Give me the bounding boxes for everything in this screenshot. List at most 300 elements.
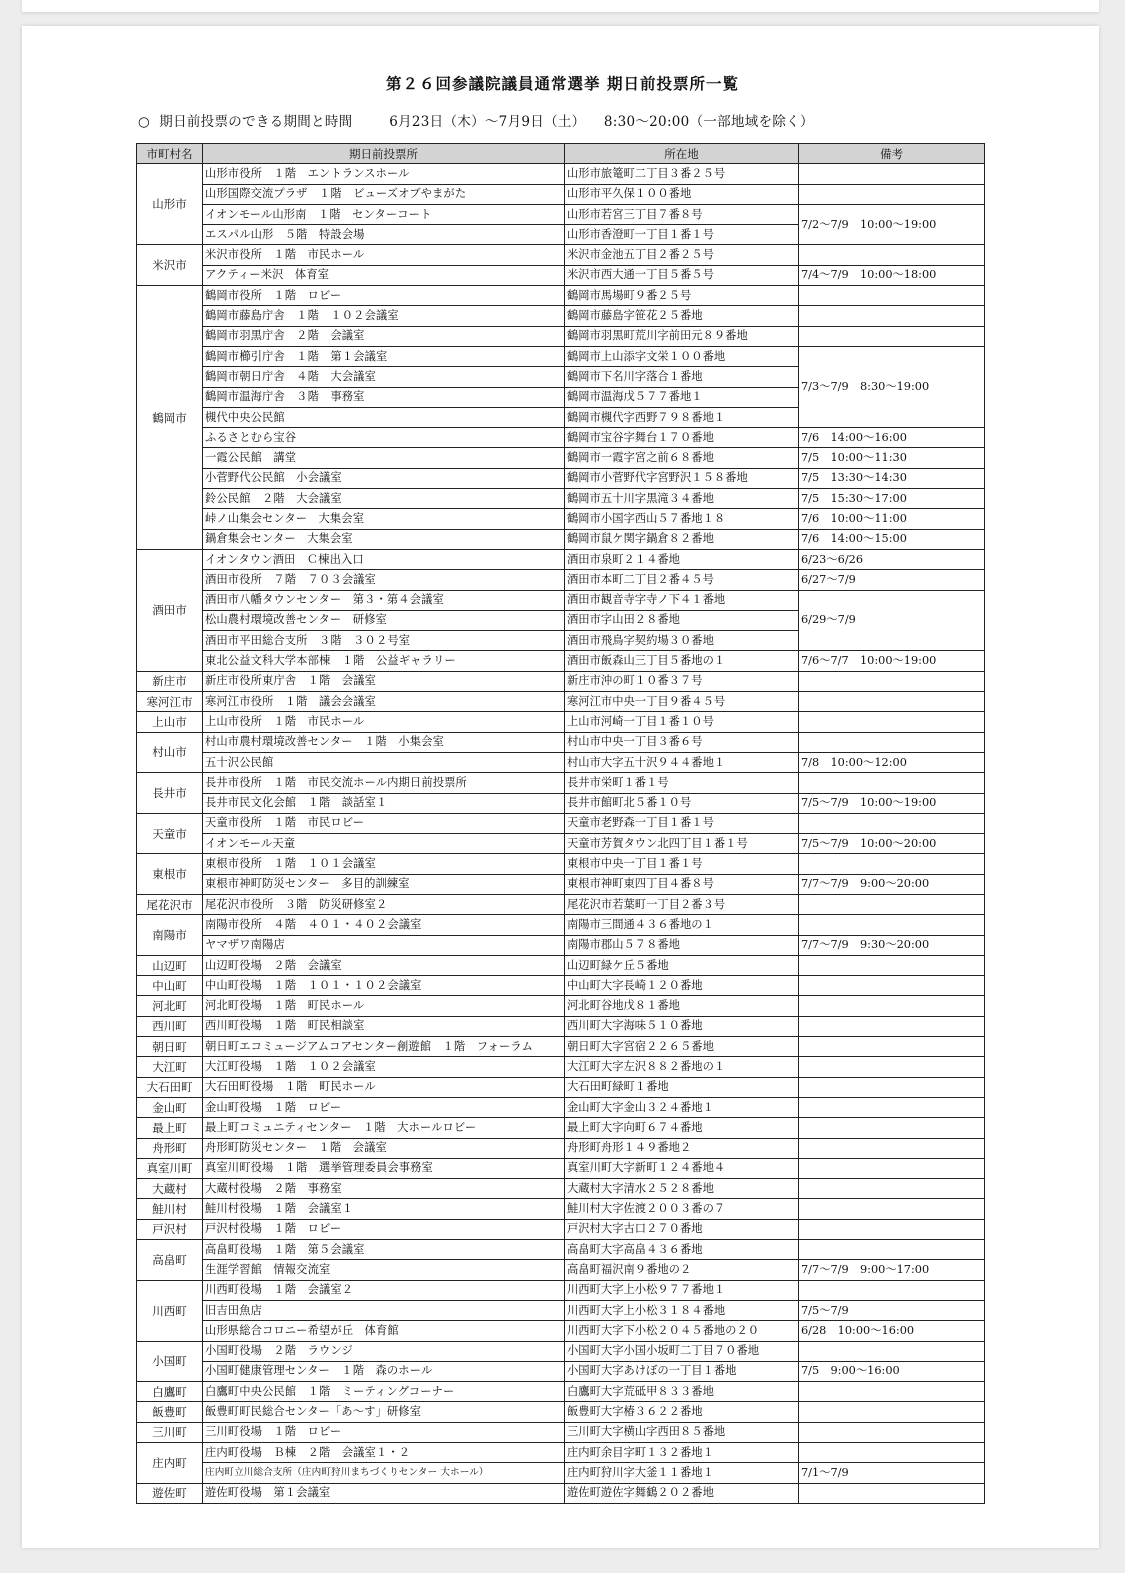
- address-cell: 遊佐町遊佐字舞鶴２０２番地: [565, 1483, 799, 1503]
- municipality-cell: 尾花沢市: [137, 894, 203, 914]
- address-cell: 米沢市金池五丁目２番２５号: [565, 245, 799, 265]
- municipality-cell: 河北町: [137, 996, 203, 1016]
- table-row: [137, 1300, 985, 1320]
- polling-station-cell: 朝日町エコミュージアムコアセンター創遊館 １階 フォーラム: [203, 1037, 565, 1057]
- address-cell: 河北町谷地戊８１番地: [565, 996, 799, 1016]
- remarks-cell: 7/5 13:30～14:30: [799, 468, 985, 488]
- remarks-cell: 7/6～7/7 10:00～19:00: [799, 651, 985, 671]
- table-row: [137, 1057, 985, 1077]
- address-cell: 鶴岡市馬場町９番２５号: [565, 286, 799, 306]
- polling-station-cell: 五十沢公民館: [203, 752, 565, 772]
- remarks-cell: 7/6 14:00～15:00: [799, 529, 985, 549]
- polling-station-cell: 村山市農村環境改善センター １階 小集会室: [203, 732, 565, 752]
- table-row: [137, 549, 985, 569]
- municipality-cell: 大石田町: [137, 1077, 203, 1097]
- table-header-row: [137, 144, 985, 164]
- column-header-polling-station: 期日前投票所: [203, 144, 565, 164]
- address-cell: 鶴岡市一霞字宮之前６８番地: [565, 448, 799, 468]
- municipality-cell: 大江町: [137, 1057, 203, 1077]
- municipality-cell: 西川町: [137, 1016, 203, 1036]
- address-cell: 山辺町緑ケ丘５番地: [565, 955, 799, 975]
- municipality-cell: 山形市: [137, 164, 203, 245]
- address-cell: 高畠町大字高畠４３６番地: [565, 1240, 799, 1260]
- polling-station-cell: 真室川町役場 １階 選挙管理委員会事務室: [203, 1158, 565, 1178]
- polling-station-cell: 東根市神町防災センター 多目的訓練室: [203, 874, 565, 894]
- column-header-address: 所在地: [565, 144, 799, 164]
- table-row: [137, 529, 985, 549]
- address-cell: 寒河江市中央一丁目９番４５号: [565, 692, 799, 712]
- table-row: [137, 1179, 985, 1199]
- polling-station-cell: イオンモール天童: [203, 834, 565, 854]
- address-cell: 長井市館町北５番１０号: [565, 793, 799, 813]
- address-cell: 川西町大字上小松９７７番地１: [565, 1280, 799, 1300]
- polling-station-cell: 生涯学習館 情報交流室: [203, 1260, 565, 1280]
- remarks-cell: 6/27～7/9: [799, 570, 985, 590]
- address-cell: 大石田町緑町１番地: [565, 1077, 799, 1097]
- table-row: [137, 1199, 985, 1219]
- municipality-cell: 米沢市: [137, 245, 203, 286]
- address-cell: 米沢市西大通一丁目５番５号: [565, 265, 799, 285]
- table-row: [137, 1321, 985, 1341]
- table-row: [137, 996, 985, 1016]
- remarks-cell: 7/5～7/9: [799, 1300, 985, 1320]
- polling-station-cell: 鍋倉集会センター 大集会室: [203, 529, 565, 549]
- polling-station-cell: 山形国際交流プラザ １階 ビューズオブやまがた: [203, 184, 565, 204]
- address-cell: 長井市栄町１番１号: [565, 773, 799, 793]
- remarks-cell: [799, 955, 985, 975]
- polling-station-cell: 遊佐町役場 第１会議室: [203, 1483, 565, 1503]
- address-cell: 山形市香澄町一丁目１番１号: [565, 225, 799, 245]
- table-row: [137, 1037, 985, 1057]
- municipality-cell: 鮭川村: [137, 1199, 203, 1219]
- address-cell: 南陽市三間通４３６番地の１: [565, 915, 799, 935]
- remarks-cell: 6/29～7/9: [799, 590, 985, 651]
- remarks-cell: 7/6 14:00～16:00: [799, 428, 985, 448]
- municipality-cell: 大蔵村: [137, 1179, 203, 1199]
- polling-station-cell: 松山農村環境改善センター 研修室: [203, 610, 565, 630]
- table-row: [137, 570, 985, 590]
- remarks-cell: [799, 732, 985, 752]
- municipality-cell: 東根市: [137, 854, 203, 895]
- address-cell: 東根市神町東四丁目４番８号: [565, 874, 799, 894]
- address-cell: 鶴岡市小菅野代字宮野沢１５８番地: [565, 468, 799, 488]
- address-cell: 小国町大字小国小坂町二丁目７０番地: [565, 1341, 799, 1361]
- table-row: [137, 489, 985, 509]
- table-row: [137, 651, 985, 671]
- table-row: [137, 468, 985, 488]
- table-row: [137, 1158, 985, 1178]
- polling-station-cell: 南陽市役所 ４階 ４０１・４０２会議室: [203, 915, 565, 935]
- municipality-cell: 南陽市: [137, 915, 203, 956]
- remarks-cell: [799, 1280, 985, 1300]
- polling-station-cell: 鶴岡市役所 １階 ロビー: [203, 286, 565, 306]
- remarks-cell: [799, 1483, 985, 1503]
- remarks-cell: [799, 1341, 985, 1361]
- polling-station-cell: 小国町役場 ２階 ラウンジ: [203, 1341, 565, 1361]
- address-cell: 酒田市泉町２１４番地: [565, 549, 799, 569]
- address-cell: 酒田市観音寺字寺ノ下４１番地: [565, 590, 799, 610]
- remarks-cell: 7/1～7/9: [799, 1463, 985, 1483]
- address-cell: 鶴岡市宝谷字舞台１７０番地: [565, 428, 799, 448]
- address-cell: 鶴岡市五十川字黒滝３４番地: [565, 489, 799, 509]
- remarks-cell: 7/7～7/9 9:30～20:00: [799, 935, 985, 955]
- polling-station-cell: 峠ノ山集会センター 大集会室: [203, 509, 565, 529]
- address-cell: 庄内町狩川字大釜１１番地１: [565, 1463, 799, 1483]
- polling-station-cell: 大江町役場 １階 １０２会議室: [203, 1057, 565, 1077]
- address-cell: 最上町大字向町６７４番地: [565, 1118, 799, 1138]
- voting-period-line: [138, 110, 814, 130]
- address-cell: 酒田市本町二丁目２番４５号: [565, 570, 799, 590]
- table-row: [137, 1280, 985, 1300]
- table-row: [137, 955, 985, 975]
- table-row: [137, 915, 985, 935]
- polling-station-cell: 米沢市役所 １階 市民ホール: [203, 245, 565, 265]
- remarks-cell: [799, 996, 985, 1016]
- address-cell: 天童市芳賀タウン北四丁目１番１号: [565, 834, 799, 854]
- table-row: [137, 164, 985, 184]
- remarks-cell: [799, 1097, 985, 1117]
- polling-station-cell: イオンモール山形南 １階 センターコート: [203, 204, 565, 224]
- address-cell: 戸沢村大字古口２７０番地: [565, 1219, 799, 1239]
- table-row: [137, 509, 985, 529]
- period-dates: 6月23日（木）～7月9日（土）: [389, 114, 586, 130]
- municipality-cell: 遊佐町: [137, 1483, 203, 1503]
- table-row: [137, 204, 985, 224]
- address-cell: 大蔵村大字清水２５２８番地: [565, 1179, 799, 1199]
- polling-station-cell: 上山市役所 １階 市民ホール: [203, 712, 565, 732]
- polling-station-cell: 旧吉田魚店: [203, 1300, 565, 1320]
- remarks-cell: 7/7～7/9 9:00～17:00: [799, 1260, 985, 1280]
- address-cell: 天童市老野森一丁目１番１号: [565, 813, 799, 833]
- remarks-cell: 7/5 15:30～17:00: [799, 489, 985, 509]
- polling-station-cell: 寒河江市役所 １階 議会会議室: [203, 692, 565, 712]
- remarks-cell: [799, 1057, 985, 1077]
- table-row: [137, 854, 985, 874]
- polling-station-cell: 庄内町役場 Ｂ棟 ２階 会議室１・２: [203, 1443, 565, 1463]
- address-cell: 東根市中央一丁目１番１号: [565, 854, 799, 874]
- table-row: [137, 1097, 985, 1117]
- remarks-cell: [799, 306, 985, 326]
- polling-station-cell: 戸沢村役場 １階 ロビー: [203, 1219, 565, 1239]
- remarks-cell: [799, 1179, 985, 1199]
- address-cell: 大江町大字左沢８８２番地の１: [565, 1057, 799, 1077]
- table-row: [137, 712, 985, 732]
- municipality-cell: 飯豊町: [137, 1402, 203, 1422]
- municipality-cell: 寒河江市: [137, 692, 203, 712]
- remarks-cell: [799, 1219, 985, 1239]
- municipality-cell: 長井市: [137, 773, 203, 814]
- table-row: [137, 894, 985, 914]
- polling-station-cell: 尾花沢市役所 ３階 防災研修室２: [203, 894, 565, 914]
- address-cell: 鶴岡市槻代字西野７９８番地１: [565, 407, 799, 427]
- polling-stations-table: [136, 143, 985, 1504]
- remarks-cell: [799, 1077, 985, 1097]
- address-cell: 尾花沢市若葉町一丁目２番３号: [565, 894, 799, 914]
- polling-station-cell: 一霞公民館 講堂: [203, 448, 565, 468]
- remarks-cell: [799, 245, 985, 265]
- remarks-cell: 7/5～7/9 10:00～19:00: [799, 793, 985, 813]
- document-title: 第２６回参議院議員通常選挙 期日前投票所一覧: [386, 75, 739, 93]
- remarks-cell: [799, 1382, 985, 1402]
- municipality-cell: 鶴岡市: [137, 286, 203, 550]
- remarks-cell: 6/23～6/26: [799, 549, 985, 569]
- polling-station-cell: 山形市役所 １階 エントランスホール: [203, 164, 565, 184]
- polling-station-cell: 東北公益文科大学本部棟 １階 公益ギャラリー: [203, 651, 565, 671]
- remarks-cell: [799, 854, 985, 874]
- address-cell: 鮭川村大字佐渡２００３番の７: [565, 1199, 799, 1219]
- address-cell: 飯豊町大字椿３６２２番地: [565, 1402, 799, 1422]
- municipality-cell: 酒田市: [137, 549, 203, 671]
- table-row: [137, 306, 985, 326]
- address-cell: 鶴岡市羽黒町荒川字前田元８９番地: [565, 326, 799, 346]
- previous-page-edge: [22, 0, 1099, 12]
- remarks-cell: [799, 1016, 985, 1036]
- address-cell: 鶴岡市上山添字文栄１００番地: [565, 346, 799, 366]
- polling-station-cell: ヤマザワ南陽店: [203, 935, 565, 955]
- remarks-cell: 7/5 10:00～11:30: [799, 448, 985, 468]
- address-cell: 高畠町福沢南９番地の２: [565, 1260, 799, 1280]
- table-row: [137, 448, 985, 468]
- address-cell: 朝日町大字宮宿２２６５番地: [565, 1037, 799, 1057]
- remarks-cell: [799, 1037, 985, 1057]
- table-row: [137, 874, 985, 894]
- column-header-municipality: 市町村名: [137, 144, 203, 164]
- table-row: [137, 184, 985, 204]
- polling-station-cell: 高畠町役場 １階 第５会議室: [203, 1240, 565, 1260]
- remarks-cell: [799, 1138, 985, 1158]
- municipality-cell: 舟形町: [137, 1138, 203, 1158]
- remarks-cell: 7/5 9:00～16:00: [799, 1361, 985, 1381]
- polling-station-cell: 天童市役所 １階 市民ロビー: [203, 813, 565, 833]
- address-cell: 酒田市字山田２８番地: [565, 610, 799, 630]
- table-row: [137, 1463, 985, 1483]
- municipality-cell: 金山町: [137, 1097, 203, 1117]
- polling-station-cell: 三川町役場 １階 ロビー: [203, 1422, 565, 1442]
- table-row: [137, 1483, 985, 1503]
- remarks-cell: [799, 184, 985, 204]
- remarks-cell: [799, 712, 985, 732]
- table-row: [137, 1016, 985, 1036]
- table-row: [137, 1077, 985, 1097]
- address-cell: 西川町大字海味５１０番地: [565, 1016, 799, 1036]
- remarks-cell: [799, 1118, 985, 1138]
- polling-station-cell: 川西町役場 １階 会議室２: [203, 1280, 565, 1300]
- address-cell: 酒田市飛鳥字契約場３０番地: [565, 631, 799, 651]
- polling-station-cell: 飯豊町町民総合センター「あ～す」研修室: [203, 1402, 565, 1422]
- remarks-cell: 7/3～7/9 8:30～19:00: [799, 346, 985, 427]
- address-cell: 白鷹町大字荒砥甲８３３番地: [565, 1382, 799, 1402]
- municipality-cell: 白鷹町: [137, 1382, 203, 1402]
- remarks-cell: 7/2～7/9 10:00～19:00: [799, 204, 985, 245]
- municipality-cell: 最上町: [137, 1118, 203, 1138]
- remarks-cell: [799, 976, 985, 996]
- table-row: [137, 813, 985, 833]
- municipality-cell: 戸沢村: [137, 1219, 203, 1239]
- table-row: [137, 732, 985, 752]
- column-header-remarks: 備考: [799, 144, 985, 164]
- table-row: [137, 976, 985, 996]
- polling-station-cell: 鶴岡市温海庁舎 ３階 事務室: [203, 387, 565, 407]
- address-cell: 山形市平久保１００番地: [565, 184, 799, 204]
- municipality-cell: 中山町: [137, 976, 203, 996]
- table-row: [137, 286, 985, 306]
- remarks-cell: [799, 1443, 985, 1463]
- table-row: [137, 692, 985, 712]
- municipality-cell: 小国町: [137, 1341, 203, 1382]
- address-cell: 山形市旅篭町二丁目３番２５号: [565, 164, 799, 184]
- remarks-cell: [799, 164, 985, 184]
- address-cell: 鶴岡市藤島字笹花２５番地: [565, 306, 799, 326]
- address-cell: 上山市河崎一丁目１番１０号: [565, 712, 799, 732]
- remarks-cell: [799, 671, 985, 691]
- address-cell: 小国町大字あけぼの一丁目１番地: [565, 1361, 799, 1381]
- polling-station-cell: 酒田市役所 ７階 ７０３会議室: [203, 570, 565, 590]
- remarks-cell: [799, 915, 985, 935]
- remarks-cell: [799, 813, 985, 833]
- municipality-cell: 天童市: [137, 813, 203, 854]
- municipality-cell: 三川町: [137, 1422, 203, 1442]
- table-row: [137, 752, 985, 772]
- table-row: [137, 935, 985, 955]
- polling-station-cell: 鮭川村役場 １階 会議室１: [203, 1199, 565, 1219]
- table-row: [137, 1402, 985, 1422]
- period-label: 期日前投票のできる期間と時間: [159, 114, 353, 130]
- polling-station-cell: 東根市役所 １階 １０１会議室: [203, 854, 565, 874]
- address-cell: 中山町大字長崎１２０番地: [565, 976, 799, 996]
- address-cell: 金山町大字金山３２４番地１: [565, 1097, 799, 1117]
- table-row: [137, 834, 985, 854]
- address-cell: 村山市中央一丁目３番６号: [565, 732, 799, 752]
- address-cell: 庄内町余目字町１３２番地１: [565, 1443, 799, 1463]
- polling-station-cell: 小菅野代公民館 小会議室: [203, 468, 565, 488]
- polling-station-cell: 鈴公民館 ２階 大会議室: [203, 489, 565, 509]
- table-row: [137, 773, 985, 793]
- polling-station-cell: 山形県総合コロニー希望が丘 体育館: [203, 1321, 565, 1341]
- remarks-cell: 7/4～7/9 10:00～18:00: [799, 265, 985, 285]
- municipality-cell: 上山市: [137, 712, 203, 732]
- remarks-cell: 7/7～7/9 9:00～20:00: [799, 874, 985, 894]
- polling-station-cell: 庄内町立川総合支所（庄内町狩川まちづくりセンター 大ホール）: [203, 1463, 565, 1483]
- address-cell: 村山市大字五十沢９４４番地１: [565, 752, 799, 772]
- table-row: [137, 1361, 985, 1381]
- bullet-icon: ○: [138, 114, 151, 130]
- polling-station-cell: 長井市役所 １階 市民交流ホール内期日前投票所: [203, 773, 565, 793]
- address-cell: 鶴岡市温海戊５７７番地１: [565, 387, 799, 407]
- table-row: [137, 346, 985, 366]
- address-cell: 酒田市飯森山三丁目５番地の１: [565, 651, 799, 671]
- address-cell: 南陽市郡山５７８番地: [565, 935, 799, 955]
- table-row: [137, 1118, 985, 1138]
- table-row: [137, 1219, 985, 1239]
- table-row: [137, 1422, 985, 1442]
- polling-station-cell: 山辺町役場 ２階 会議室: [203, 955, 565, 975]
- polling-station-cell: 鶴岡市櫛引庁舎 １階 第１会議室: [203, 346, 565, 366]
- polling-station-cell: 最上町コミュニティセンター １階 大ホールロビー: [203, 1118, 565, 1138]
- table-body: [137, 164, 985, 1504]
- polling-station-cell: 酒田市平田総合支所 ３階 ３０２号室: [203, 631, 565, 651]
- municipality-cell: 朝日町: [137, 1037, 203, 1057]
- table-row: [137, 245, 985, 265]
- polling-station-cell: 新庄市役所東庁舎 １階 会議室: [203, 671, 565, 691]
- polling-station-cell: アクティー米沢 体育室: [203, 265, 565, 285]
- polling-station-cell: 槻代中央公民館: [203, 407, 565, 427]
- address-cell: 三川町大字横山字西田８５番地: [565, 1422, 799, 1442]
- table-row: [137, 671, 985, 691]
- remarks-cell: [799, 1422, 985, 1442]
- remarks-cell: [799, 1240, 985, 1260]
- table-row: [137, 1382, 985, 1402]
- polling-station-cell: 鶴岡市藤島庁舎 １階 １０２会議室: [203, 306, 565, 326]
- address-cell: 山形市若宮三丁目７番８号: [565, 204, 799, 224]
- remarks-cell: [799, 773, 985, 793]
- table-row: [137, 1443, 985, 1463]
- polling-station-cell: 西川町役場 １階 町民相談室: [203, 1016, 565, 1036]
- polling-station-cell: 中山町役場 １階 １０１・１０２会議室: [203, 976, 565, 996]
- polling-station-cell: イオンタウン酒田 Ｃ棟出入口: [203, 549, 565, 569]
- address-cell: 川西町大字下小松２０４５番地の２０: [565, 1321, 799, 1341]
- address-cell: 真室川町大字新町１２４番地４: [565, 1158, 799, 1178]
- municipality-cell: 庄内町: [137, 1443, 203, 1484]
- municipality-cell: 山辺町: [137, 955, 203, 975]
- polling-station-cell: 長井市民文化会館 １階 談話室１: [203, 793, 565, 813]
- remarks-cell: 7/5～7/9 10:00～20:00: [799, 834, 985, 854]
- municipality-cell: 真室川町: [137, 1158, 203, 1178]
- polling-station-cell: ふるさとむら宝谷: [203, 428, 565, 448]
- municipality-cell: 高畠町: [137, 1240, 203, 1281]
- remarks-cell: [799, 326, 985, 346]
- municipality-cell: 村山市: [137, 732, 203, 773]
- polling-station-cell: 酒田市八幡タウンセンター 第３・第４会議室: [203, 590, 565, 610]
- table-row: [137, 590, 985, 610]
- municipality-cell: 川西町: [137, 1280, 203, 1341]
- address-cell: 鶴岡市鼠ケ関字鍋倉８２番地: [565, 529, 799, 549]
- polling-station-cell: 金山町役場 １階 ロビー: [203, 1097, 565, 1117]
- remarks-cell: [799, 286, 985, 306]
- table-row: [137, 1341, 985, 1361]
- polling-station-cell: 大石田町役場 １階 町民ホール: [203, 1077, 565, 1097]
- table-row: [137, 326, 985, 346]
- polling-station-cell: 鶴岡市朝日庁舎 ４階 大会議室: [203, 367, 565, 387]
- polling-station-cell: 小国町健康管理センター １階 森のホール: [203, 1361, 565, 1381]
- address-cell: 鶴岡市下名川字落合１番地: [565, 367, 799, 387]
- table-row: [137, 1240, 985, 1260]
- polling-station-cell: 大蔵村役場 ２階 事務室: [203, 1179, 565, 1199]
- period-hours: 8:30～20:00（一部地域を除く）: [603, 114, 814, 130]
- table-row: [137, 793, 985, 813]
- table-row: [137, 1138, 985, 1158]
- polling-station-cell: 河北町役場 １階 町民ホール: [203, 996, 565, 1016]
- table-row: [137, 265, 985, 285]
- remarks-cell: 7/8 10:00～12:00: [799, 752, 985, 772]
- polling-station-cell: 白鷹町中央公民館 １階 ミーティングコーナー: [203, 1382, 565, 1402]
- address-cell: 川西町大字上小松３１８４番地: [565, 1300, 799, 1320]
- remarks-cell: [799, 1199, 985, 1219]
- table-row: [137, 1260, 985, 1280]
- address-cell: 舟形町舟形１４９番地２: [565, 1138, 799, 1158]
- polling-station-cell: 鶴岡市羽黒庁舎 ２階 会議室: [203, 326, 565, 346]
- polling-station-cell: 舟形町防災センター １階 会議室: [203, 1138, 565, 1158]
- remarks-cell: [799, 1402, 985, 1422]
- address-cell: 新庄市沖の町１０番３７号: [565, 671, 799, 691]
- address-cell: 鶴岡市小国字西山５７番地１８: [565, 509, 799, 529]
- remarks-cell: 7/6 10:00～11:00: [799, 509, 985, 529]
- remarks-cell: 6/28 10:00～16:00: [799, 1321, 985, 1341]
- remarks-cell: [799, 692, 985, 712]
- polling-station-cell: エスパル山形 ５階 特設会場: [203, 225, 565, 245]
- remarks-cell: [799, 1158, 985, 1178]
- remarks-cell: [799, 894, 985, 914]
- table-row: [137, 428, 985, 448]
